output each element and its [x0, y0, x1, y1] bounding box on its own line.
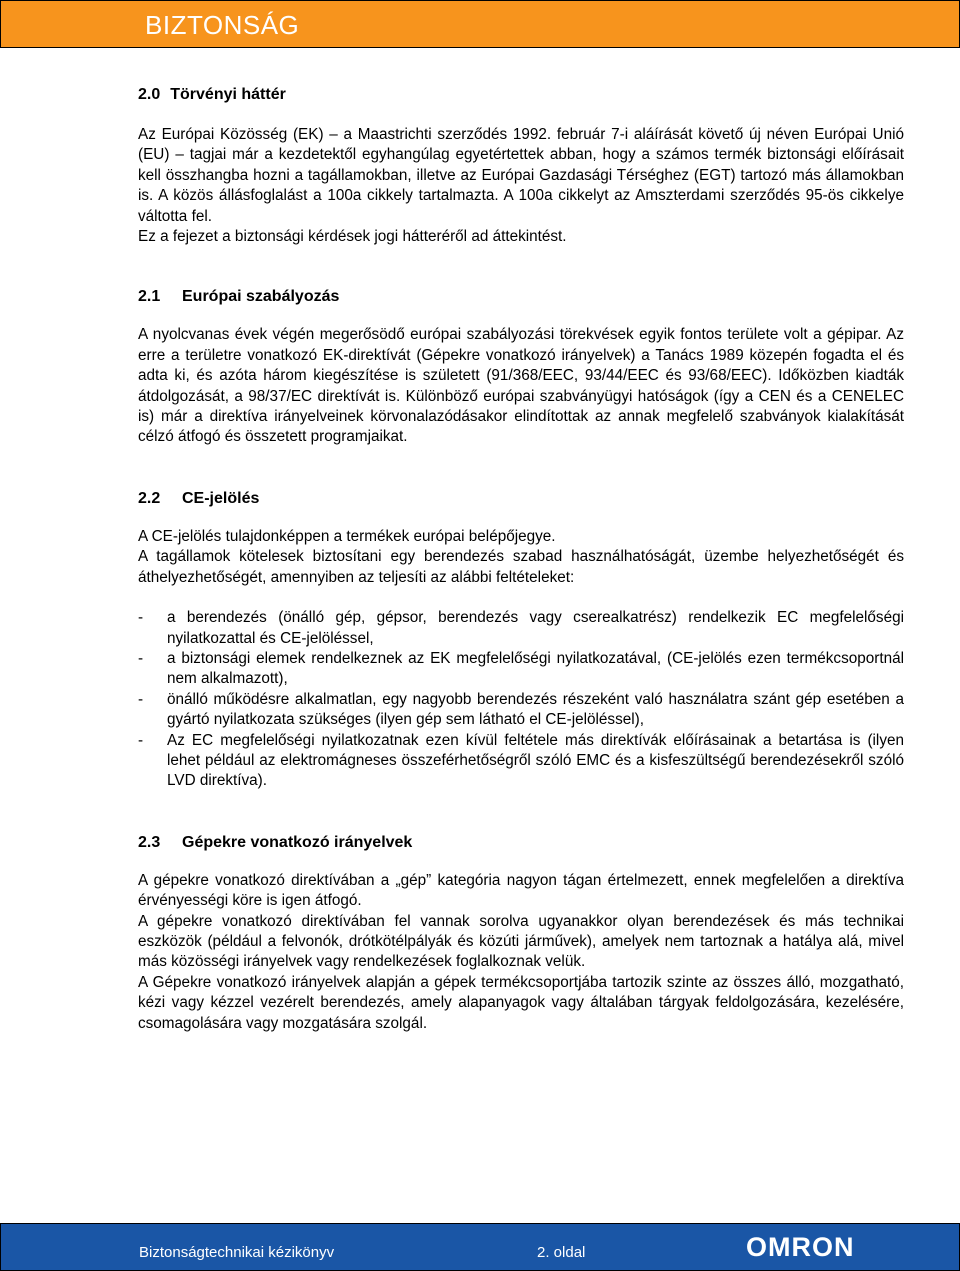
section-heading	[138, 832, 904, 854]
list-item-text: önálló működésre alkalmatlan, egy nagyobb berendezés részeként való használatra szánt gép esetében a gyártó nyilatkozata szükséges (ilyen gép sem látható el CE-jelöléssel),	[167, 690, 904, 729]
list-item-text: Az EC megfelelőségi nyilatkozatnak ezen kívül feltétele más direktívák előírásainak a betartása is (ilyen lehet például az elektromágneses összeférhetőségről szóló EMC és a kisfeszültségű berendezésekről szóló LVD direktíva).	[167, 731, 904, 790]
list-item	[138, 649, 904, 690]
page-footer-band	[0, 1223, 960, 1271]
section-title: Törvényi háttér	[170, 86, 286, 103]
list-dash: -	[138, 649, 144, 667]
section-number: 2.2	[138, 489, 161, 507]
paragraph: Ez a fejezet a biztonsági kérdések jogi hátteréről ad áttekintést.	[138, 228, 567, 246]
paragraph: A gépekre vonatkozó direktívában a „gép” kategória nagyon tágan értelmezett, ennek megfelelően a direktíva érvényességi köre is igen átfogó.	[138, 871, 904, 910]
list-dash: -	[138, 609, 144, 627]
list-item	[138, 608, 904, 649]
footer-title: Biztonságtechnikai kézikönyv	[139, 1244, 335, 1261]
list-item	[138, 731, 904, 792]
section-heading	[138, 488, 904, 510]
list-item-text: a berendezés (önálló gép, gépsor, berendezés vagy cserealkatrész) rendelkezik EC megfelelőségi nyilatkozattal és CE-jelöléssel,	[167, 609, 904, 647]
list-dash: -	[138, 690, 144, 708]
section-title: Gépekre vonatkozó irányelvek	[182, 833, 413, 851]
section-number: 2.0	[138, 86, 161, 103]
section-heading	[138, 84, 904, 106]
footer-page-number: 2. oldal	[537, 1244, 586, 1261]
section-number: 2.3	[138, 833, 161, 851]
paragraph: A gépekre vonatkozó direktívában fel vannak sorolva ugyanakkor olyan berendezések és más technikai eszközök (például a felvonók, drótkötélpályák és közúti járművek), amelyek nem tartoznak a hatálya alá, mivel más közösségi irányelvek vagy rendelkezések foglalkoznak velük.	[138, 912, 904, 971]
section-title: CE-jelölés	[182, 489, 260, 507]
conditions-list	[138, 608, 904, 792]
section-number: 2.1	[138, 288, 161, 306]
paragraph: A tagállamok kötelesek biztosítani egy berendezés szabad használhatóságát, üzembe helyezhetőségét és áthelyezhetőségét, amennyiben az teljesíti az alábbi feltételeket:	[138, 548, 904, 586]
page-header-band	[0, 0, 960, 48]
section-title: Európai szabályozás	[182, 288, 340, 306]
paragraph: Az Európai Közösség (EK) – a Maastrichti szerződés 1992. február 7-i aláírását követő új néven Európai Unió (EU) – tagjai már a kezdetektől egyhangúlag egyetértettek abban, hogy a számos termék biztonsági előírásait kell összhangba hozni a tagállamokban, illetve az Európai Gazdasági Térséghez (EGT) tartozó más államokban is. A közös állásfoglalást a 100a cikkely tartalmazta. A 100a cikkelyt az Amszterdami szerződés 95-ös cikkelye váltotta fel.	[138, 126, 904, 225]
document-body	[138, 84, 904, 1034]
header-title: BIZTONSÁG	[145, 10, 300, 40]
paragraph: A nyolcvanas évek végén megerősödő európai szabályozási törekvések egyik fontos területe volt a gépipar. Az erre a területre vonatkozó EK-direktívát (Gépekre vonatkozó irányelvek) a Tanács 1989 közepén fogadta el és adta ki, és azóta három kiegészítése is született (91/368/EEC, 93/44/EEC és 93/68/EEC). Időközben kiadták átdolgozását, a 98/37/EC direktívát is. Különböző európai szabványügyi hatóságok (így a CEN és a CENELEC is) már a direktíva irányelveinek körvonalazódásakor elindítottak az annak megfelelő szabványok kialakítását célzó átfogó és összetett programjaikat.	[138, 326, 904, 446]
list-item	[138, 690, 904, 731]
list-dash: -	[138, 731, 144, 749]
paragraph: A Gépekre vonatkozó irányelvek alapján a gépek termékcsoportjába tartozik szinte az összes álló, mozgatható, kézi vagy kézzel vezérelt berendezés, amely alapanyagok vagy általában tárgyak feldolgozására, kezelésére, csomagolására vagy mozgatására szolgál.	[138, 973, 904, 1032]
omron-logo: OMRON	[746, 1232, 855, 1262]
paragraph: A CE-jelölés tulajdonképpen a termékek európai belépőjegye.	[138, 527, 556, 545]
section-heading	[138, 286, 904, 308]
list-item-text: a biztonsági elemek rendelkeznek az EK megfelelőségi nyilatkozatával, (CE-jelölés ezen termékcsoportnál nem alkalmazott),	[167, 649, 904, 688]
